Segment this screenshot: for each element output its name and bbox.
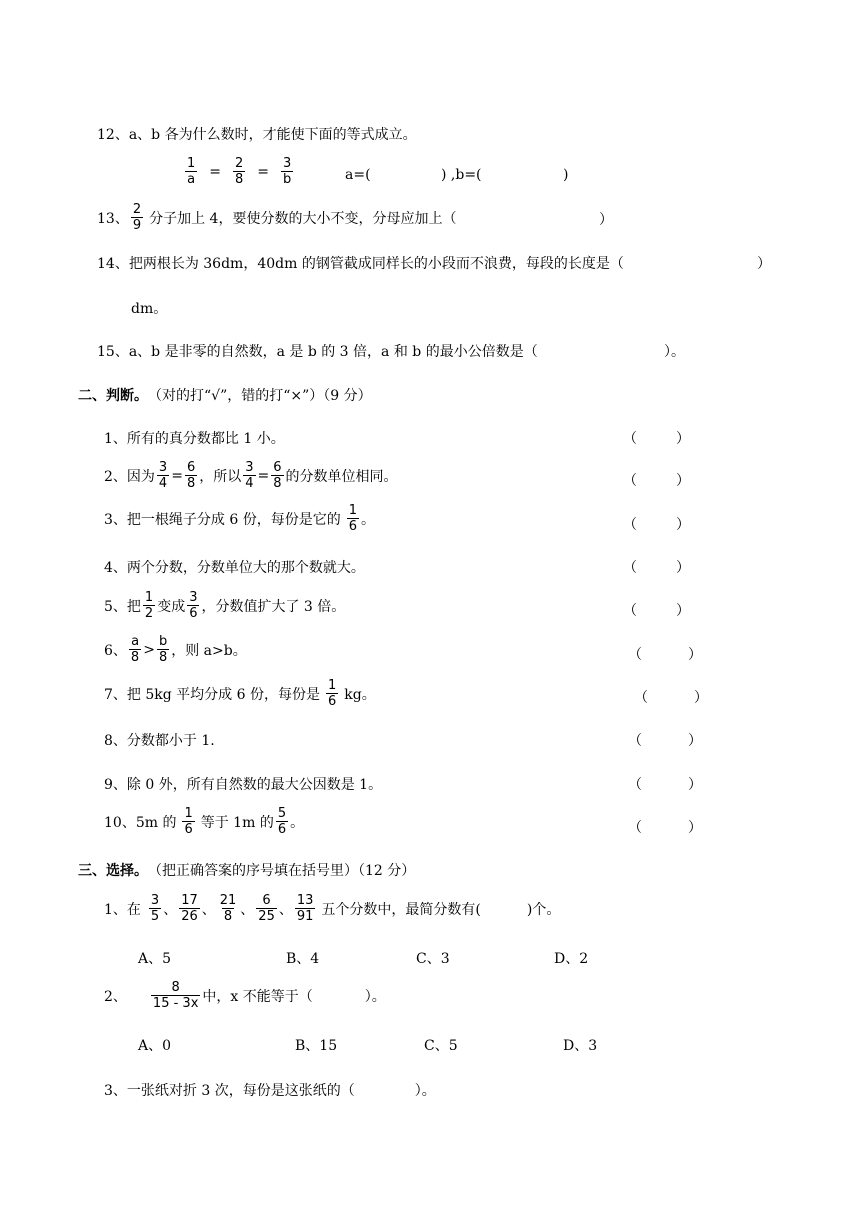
answer-paren-open: （ [623,431,637,447]
judge-item-9: 9、除 0 外，所有自然数的最大公因数是 1。 [104,777,383,793]
fraction: $\frac{6}{8}$ [273,460,282,491]
judge-item-5: 5、把 $\frac{1}{2}$ 变成 $\frac{3}{6}$ ，分数值扩大了 3 倍。 [104,590,346,621]
fraction: $\frac{8}{15 - 3x}$ [152,980,199,1011]
option-d: D、3 [563,1038,598,1054]
fraction: $\frac{1}{6}$ [327,678,337,709]
fraction: $\frac{13}{91}$ [296,893,314,924]
fraction: $\frac{2}{9}$ [132,202,142,233]
fraction: $\frac{1}{a}$ [187,156,196,187]
option-c: C、3 [416,951,450,967]
fraction: $\frac{3}{5}$ [150,893,160,924]
option-b: B、4 [286,951,320,967]
question-12-equation: $\frac{1}{a}$ = $\frac{2}{8}$ = $\frac{3}{b}$ [187,156,292,187]
fraction: $\frac{5}{6}$ [277,806,287,837]
fraction: $\frac{3}{b}$ [283,156,292,187]
answer-b: ) ,b=( [441,167,482,183]
fraction: $\frac{1}{6}$ [184,806,193,837]
judge-item-4: 4、两个分数，分数单位大的那个数就大。 [104,560,365,576]
choice-question-1: 1、在 $\frac{3}{5}$ 、 $\frac{17}{26}$ 、 $\frac{21}{8}$ 、 $\frac{6}{25}$ 、 $\frac{13}{91}$ 五个分数中，最简分数有( )个。 [104,893,561,924]
judge-item-10: 10、5m 的 $\frac{1}{6}$ 等于 1m 的 $\frac{5}{6}$ 。 [104,806,305,837]
section-2-header: 二、判断。 （对的打“√”，错的打“×”）（9 分） [78,388,372,404]
fraction: $\frac{17}{26}$ [181,893,198,924]
judge-item-7: 7、把 5kg 平均分成 6 份，每份是 $\frac{1}{6}$ kg。 [104,678,376,709]
judge-item-2: 2、因为 $\frac{3}{4}$ = $\frac{6}{8}$ ，所以 $\frac{3}{4}$ = $\frac{6}{8}$ 的分数单位相同。 [104,460,398,491]
fraction: $\frac{1}{6}$ [348,503,357,534]
question-12: 12、a、b 各为什么数时，才能使下面的等式成立。 [97,127,417,143]
fraction: $\frac{21}{8}$ [219,893,237,924]
fraction: $\frac{1}{2}$ [144,590,154,621]
fraction: $\frac{2}{8}$ [235,156,244,187]
answer-a: a=( [345,167,371,183]
choice-question-3: 3、一张纸对折 3 次，每份是这张纸的（ ）。 [104,1083,436,1099]
fraction: $\frac{b}{8}$ [158,634,168,665]
question-15: 15、a、b 是非零的自然数，a 是 b 的 3 倍，a 和 b 的最小公倍数是（ [97,344,538,360]
option-b: B、15 [295,1038,338,1054]
fraction: $\frac{3}{4}$ [245,460,254,491]
fraction: $\frac{3}{6}$ [189,590,198,621]
judge-item-1: 1、所有的真分数都比 1 小。 [104,431,285,447]
judge-item-6: 6、 $\frac{a}{8}$ > $\frac{b}{8}$ ，则 a>b。 [104,634,247,665]
option-a: A、5 [138,951,172,967]
question-14: 14、把两根长为 36dm，40dm 的钢管截成同样长的小段而不浪费，每段的长度是（ [97,256,624,272]
fraction: $\frac{6}{25}$ [258,893,275,924]
choice-question-2: 2、 $\frac{8}{15 - 3x}$ 中，x 不能等于（ ）。 [104,980,386,1011]
option-a: A、0 [138,1038,172,1054]
judge-item-8: 8、分数都小于 1. [104,733,215,749]
fraction: $\frac{3}{4}$ [158,460,168,491]
section-3-header: 三、选择。 （把正确答案的序号填在括号里）（12 分） [78,863,416,879]
option-c: C、5 [424,1038,458,1054]
fraction: $\frac{a}{8}$ [130,634,140,665]
fraction: $\frac{6}{8}$ [186,460,196,491]
question-13: 13、 $\frac{2}{9}$ 分子加上 4，要使分数的大小不变，分母应加上（ [97,202,457,233]
option-d: D、2 [554,951,589,967]
judge-item-3: 3、把一根绳子分成 6 份，每份是它的 $\frac{1}{6}$ 。 [104,503,375,534]
